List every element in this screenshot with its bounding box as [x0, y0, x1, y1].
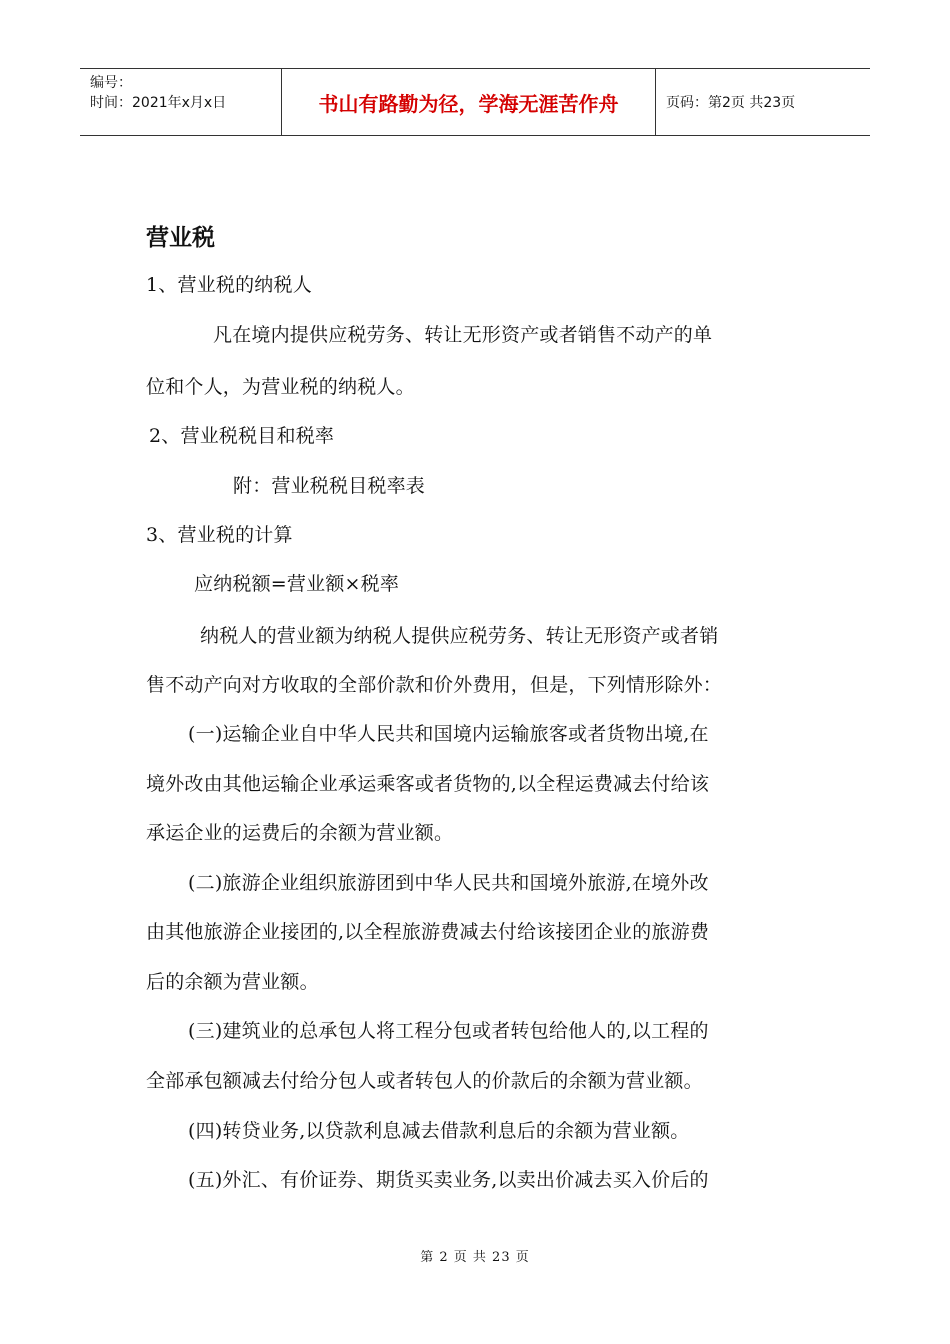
page-footer: 第 2 页 共 23 页	[420, 1250, 530, 1265]
header-motto: 书山有路勤为径，学海无涯苦作舟	[282, 69, 656, 135]
time-label: 时间：2021年x月x日	[90, 95, 227, 111]
heading-3: 3、营业税的计算	[146, 524, 293, 546]
attachment-line: 附：营业税税目税率表	[233, 475, 426, 497]
page-header	[80, 68, 870, 136]
paragraph-line: 位和个人，为营业税的纳税人。	[146, 376, 415, 398]
header-left-cell	[80, 69, 282, 135]
paragraph-line: (四)转贷业务,以贷款利息减去借款利息后的余额为营业额。	[188, 1120, 690, 1142]
paragraph-line: 纳税人的营业额为纳税人提供应税劳务、转让无形资产或者销	[200, 625, 719, 647]
paragraph-line: (五)外汇、有价证券、期货买卖业务,以卖出价减去买入价后的	[188, 1169, 709, 1191]
paragraph-line: 承运企业的运费后的余额为营业额。	[146, 822, 454, 844]
heading-2: 2、营业税税目和税率	[149, 425, 335, 447]
header-page-info: 页码：第2页 共23页	[666, 95, 796, 111]
paragraph-line: 全部承包额减去付给分包人或者转包人的价款后的余额为营业额。	[146, 1070, 703, 1092]
paragraph-line: 凡在境内提供应税劳务、转让无形资产或者销售不动产的单	[213, 324, 713, 346]
paragraph-line: (二)旅游企业组织旅游团到中华人民共和国境外旅游,在境外改	[188, 872, 709, 894]
formula-line: 应纳税额=营业额×税率	[194, 573, 400, 595]
paragraph-line: (一)运输企业自中华人民共和国境内运输旅客或者货物出境,在	[188, 723, 709, 745]
paragraph-line: 后的余额为营业额。	[146, 971, 319, 993]
paragraph-line: 由其他旅游企业接团的,以全程旅游费减去付给该接团企业的旅游费	[146, 921, 710, 943]
paragraph-line: (三)建筑业的总承包人将工程分包或者转包给他人的,以工程的	[188, 1020, 709, 1042]
paragraph-line: 售不动产向对方收取的全部价款和价外费用，但是，下列情形除外：	[146, 674, 723, 696]
section-title: 营业税	[146, 225, 215, 251]
paragraph-line: 境外改由其他运输企业承运乘客或者货物的,以全程运费减去付给该	[146, 773, 710, 795]
heading-1: 1、营业税的纳税人	[146, 274, 312, 296]
number-label: 编号：	[90, 75, 132, 91]
